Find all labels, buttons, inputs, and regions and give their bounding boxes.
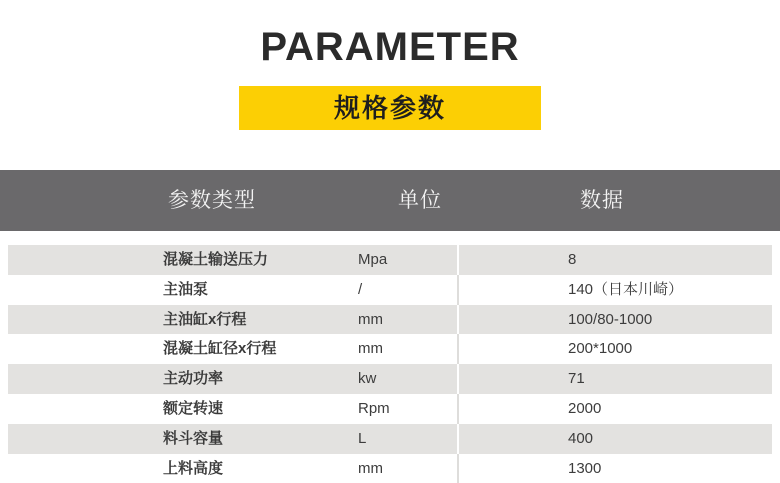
param-value: 200*1000 — [568, 340, 633, 358]
param-unit: L — [358, 429, 367, 447]
table-header — [0, 170, 780, 231]
table-body — [8, 245, 772, 483]
table-row — [8, 364, 772, 394]
param-unit: kw — [358, 370, 377, 388]
param-unit: mm — [358, 340, 383, 358]
header-param-type: 参数类型 — [168, 189, 256, 212]
param-value: 71 — [568, 370, 585, 388]
param-name: 料斗容量 — [163, 429, 224, 447]
table-row — [8, 275, 772, 305]
column-divider — [457, 245, 459, 275]
column-divider — [457, 305, 459, 335]
param-unit: / — [358, 280, 363, 298]
column-divider — [457, 364, 459, 394]
param-unit: mm — [358, 459, 383, 477]
param-value: 140（日本川崎） — [568, 280, 684, 298]
page-title: PARAMETER — [260, 25, 520, 69]
table-row — [8, 424, 772, 454]
table-row — [8, 334, 772, 364]
param-name: 上料高度 — [163, 459, 224, 477]
param-name: 混凝土缸径x行程 — [163, 340, 277, 358]
table-row — [8, 394, 772, 424]
param-name: 混凝土输送压力 — [163, 251, 269, 268]
param-unit: mm — [358, 310, 383, 328]
param-value: 100/80-1000 — [568, 310, 653, 328]
column-divider — [457, 275, 459, 305]
subtitle-banner: 规格参数 — [239, 86, 541, 130]
param-unit: Mpa — [358, 251, 388, 268]
param-value: 8 — [568, 251, 577, 268]
column-divider — [457, 334, 459, 364]
header-data: 数据 — [580, 189, 624, 212]
table-row — [8, 454, 772, 483]
param-value: 2000 — [568, 399, 602, 417]
column-divider — [457, 424, 459, 454]
param-value: 400 — [568, 429, 594, 447]
param-name: 主油缸x行程 — [163, 310, 247, 328]
param-unit: Rpm — [358, 399, 390, 417]
table-row — [8, 245, 772, 275]
header-unit: 单位 — [398, 189, 442, 212]
param-name: 主动功率 — [163, 370, 224, 388]
param-name: 额定转速 — [163, 399, 224, 417]
param-value: 1300 — [568, 459, 602, 477]
column-divider — [457, 454, 459, 483]
column-divider — [457, 394, 459, 424]
table-row — [8, 305, 772, 335]
param-name: 主油泵 — [163, 280, 209, 298]
